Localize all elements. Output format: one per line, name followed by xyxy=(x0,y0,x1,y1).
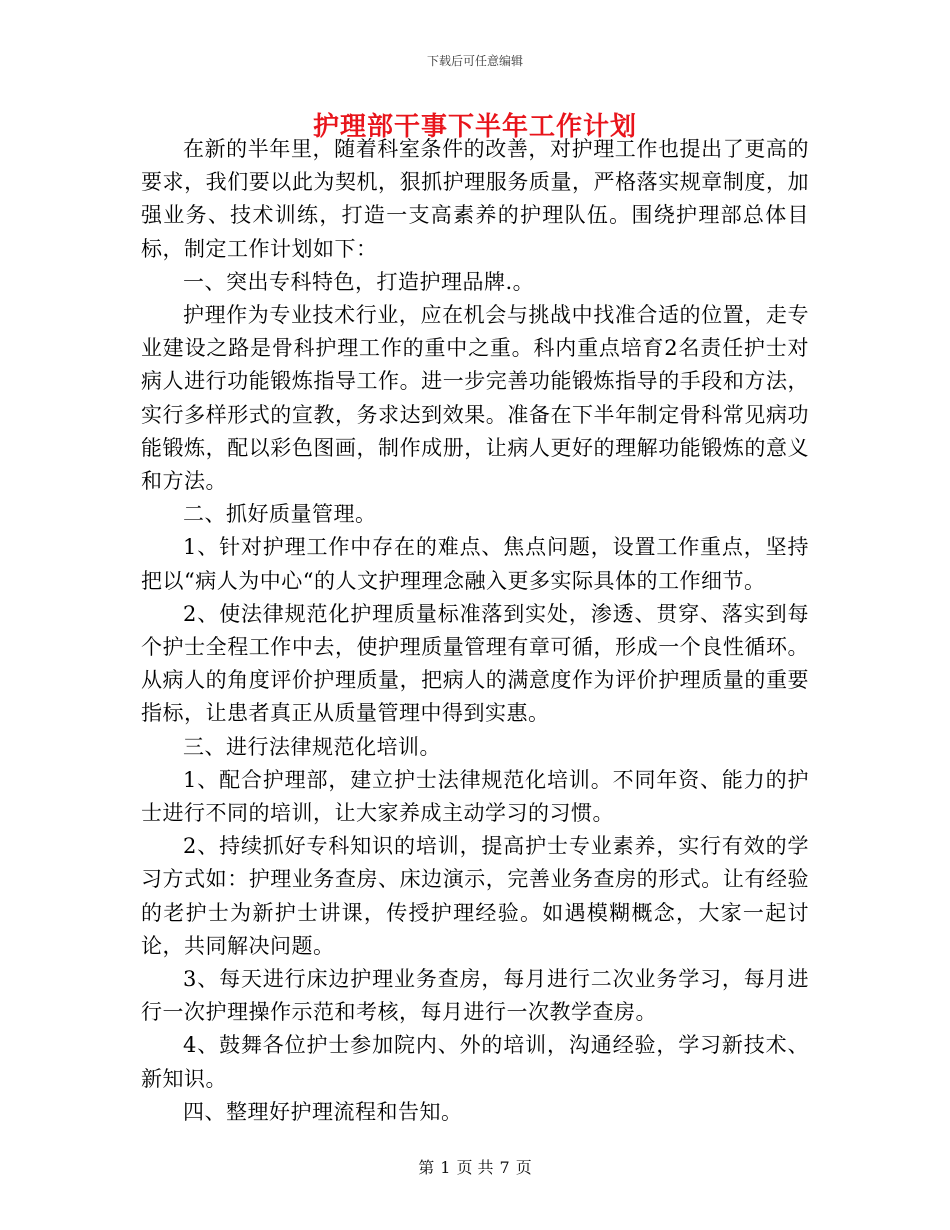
section-heading-2: 二、抓好质量管理。 xyxy=(183,502,377,527)
section-heading-3: 三、进行法律规范化培训。 xyxy=(183,734,441,759)
document-body xyxy=(141,133,809,1129)
list-item: 1、配合护理部，建立护士法律规范化培训。不同年资、能力的护士进行不同的培训，让大家养成主动学习的习惯。 xyxy=(141,767,809,826)
footer-prefix: 第 xyxy=(418,1158,435,1177)
page-title: 护理部干事下半年工作计划 xyxy=(312,112,637,142)
list-item: 2、持续抓好专科知识的培训，提高护士专业素养，实行有效的学习方式如：护理业务查房、床边演示，完善业务查房的形式。让有经验的老护士为新护士讲课，传授护理经验。如遇模糊概念，大家一起讨论，共同解决问题。 xyxy=(141,834,809,958)
footer-middle: 页 共 xyxy=(456,1158,494,1177)
section-heading-1: 一、突出专科特色，打造护理品牌.。 xyxy=(183,269,535,294)
header-note: 下载后可任意编辑 xyxy=(426,54,523,68)
page-footer xyxy=(0,1155,950,1178)
paragraph: 护理作为专业技术行业，应在机会与挑战中找准合适的位置，走专业建设之路是骨科护理工作的重中之重。科内重点培育2名责任护士对病人进行功能锻炼指导工作。进一步完善功能锻炼指导的手段和方法，实行多样形式的宣教，务求达到效果。准备在下半年制定骨科常见病功能锻炼，配以彩色图画，制作成册，让病人更好的理解功能锻炼的意义和方法。 xyxy=(141,303,809,494)
footer-current-page: 1 xyxy=(440,1158,451,1177)
list-item: 1、针对护理工作中存在的难点、焦点问题，设置工作重点，坚持把以“病人为中心“的人文护理理念融入更多实际具体的工作细节。 xyxy=(141,535,809,593)
list-item: 4、鼓舞各位护士参加院内、外的培训，沟通经验，学习新技术、新知识。 xyxy=(141,1033,809,1091)
section-heading-4: 四、整理好护理流程和告知。 xyxy=(183,1099,463,1124)
list-item: 3、每天进行床边护理业务查房，每月进行二次业务学习，每月进行一次护理操作示范和考核，每月进行一次教学查房。 xyxy=(141,967,809,1025)
list-item: 2、使法律规范化护理质量标准落到实处，渗透、贯穿、落实到每个护士全程工作中去，使护理质量管理有章可循，形成一个良性循环。从病人的角度评价护理质量，把病人的满意度作为评价护理质量的重要指标，让患者真正从质量管理中得到实惠。 xyxy=(141,601,809,726)
footer-suffix: 页 xyxy=(515,1158,532,1177)
paragraph-intro: 在新的半年里，随着科室条件的改善，对护理工作也提出了更高的要求，我们要以此为契机，狠抓护理服务质量，严格落实规章制度，加强业务、技术训练，打造一支高素养的护理队伍。围绕护理部总体目标，制定工作计划如下： xyxy=(141,137,809,261)
footer-total-pages: 7 xyxy=(499,1158,510,1177)
